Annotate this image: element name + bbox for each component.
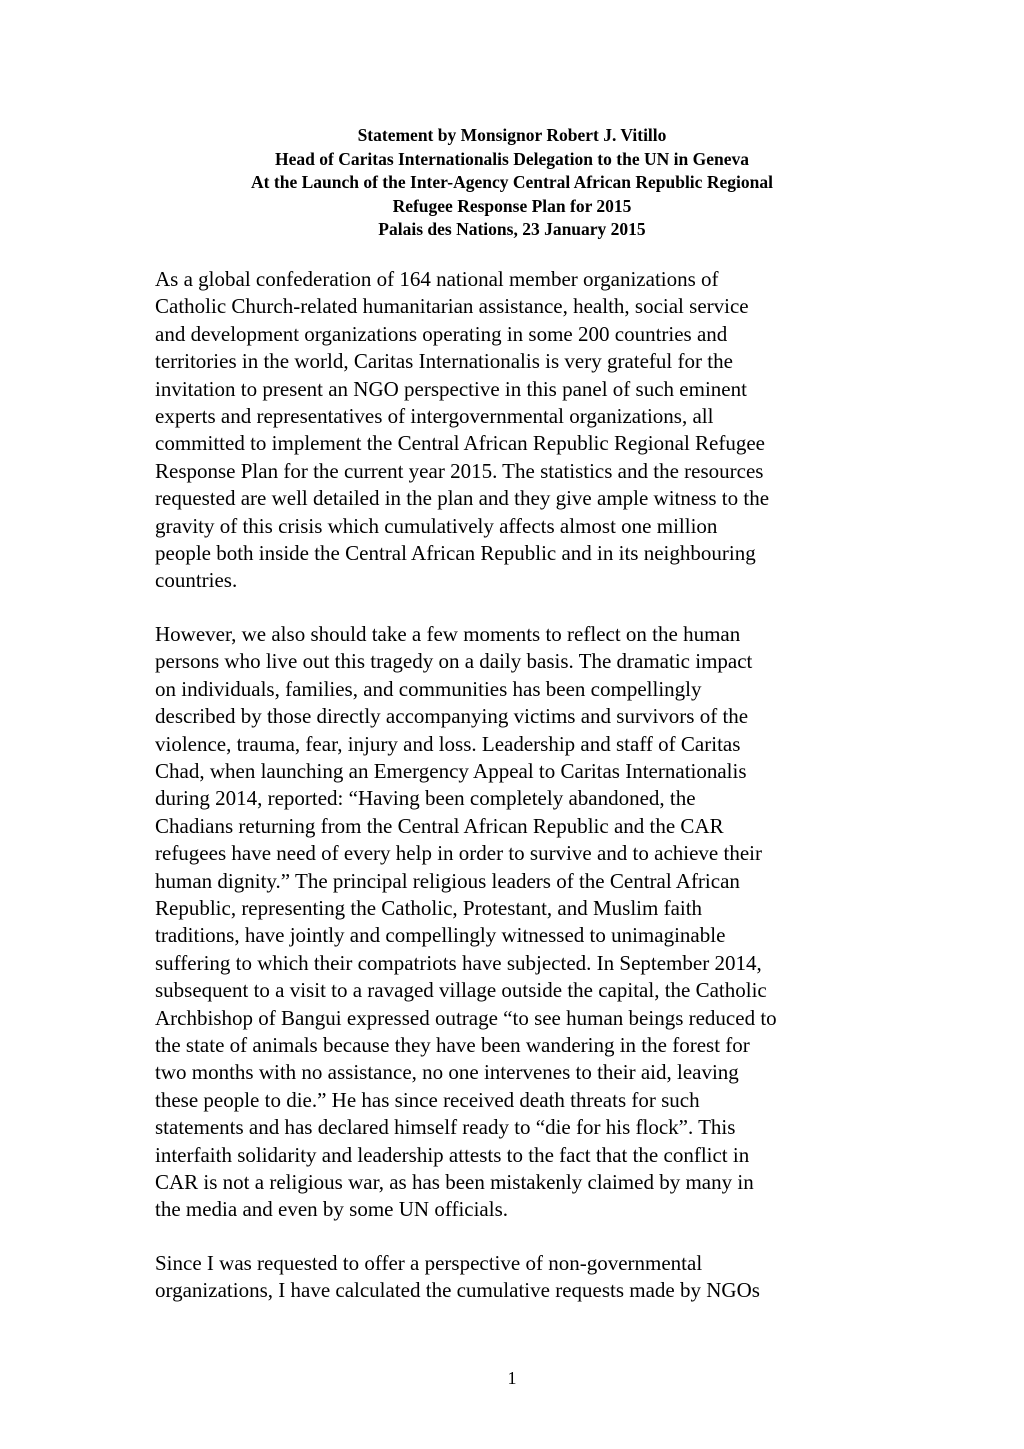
heading-line-place-date: Palais des Nations, 23 January 2015 [378, 219, 646, 239]
text-line: refugees have need of every help in order to survive and to achieve their [155, 841, 762, 866]
text-line: organizations, I have calculated the cumulative requests made by NGOs [155, 1278, 760, 1303]
heading-line-role: Head of Caritas Internationalis Delegation to the UN in Geneva [275, 148, 749, 169]
text-line: violence, trauma, fear, injury and loss. Leadership and staff of Caritas [155, 731, 741, 756]
text-line: on individuals, families, and communities has been compellingly [155, 676, 702, 701]
text-line: Chad, when launching an Emergency Appeal to Caritas Internationalis [155, 758, 747, 783]
text-line: traditions, have jointly and compellingly witnessed to unimaginable [155, 923, 726, 948]
text-line: subsequent to a visit to a ravaged village outside the capital, the Catholic [155, 978, 767, 1003]
text-line: Republic, representing the Catholic, Protestant, and Muslim faith [155, 895, 703, 920]
heading-line-plan: Refugee Response Plan for 2015 [392, 195, 632, 216]
text-line: the state of animals because they have been wandering in the forest for [155, 1032, 750, 1057]
paragraph-human-impact [155, 621, 895, 1224]
text-line: invitation to present an NGO perspective in this panel of such eminent [155, 376, 747, 401]
text-line: during 2014, reported: “Having been completely abandoned, the [155, 786, 696, 811]
paragraph-ngo-perspective [155, 1250, 895, 1305]
text-line: Archbishop of Bangui expressed outrage “to see human beings reduced to [155, 1005, 777, 1030]
text-line: However, we also should take a few moments to reflect on the human [155, 621, 741, 646]
text-line: two months with no assistance, no one intervenes to their aid, leaving [155, 1060, 739, 1085]
page-number: 1 [507, 1368, 517, 1388]
text-line: countries. [155, 568, 238, 593]
statement-body [155, 266, 895, 1331]
text-line: persons who live out this tragedy on a daily basis. The dramatic impact [155, 649, 753, 674]
text-line: Response Plan for the current year 2015. The statistics and the resources [155, 458, 764, 483]
text-line: gravity of this crisis which cumulatively affects almost one million [155, 513, 718, 538]
text-line: statements and has declared himself ready to “die for his flock”. This [155, 1115, 736, 1140]
text-line: CAR is not a religious war, as has been mistakenly claimed by many in [155, 1170, 754, 1194]
heading-line-title: Statement by Monsignor Robert J. Vitillo [357, 125, 667, 145]
text-line: As a global confederation of 164 national member organizations of [155, 267, 719, 291]
heading-line-occasion: At the Launch of the Inter-Agency Central African Republic Regional [251, 172, 773, 192]
text-line: interfaith solidarity and leadership attests to the fact that the conflict in [155, 1142, 750, 1167]
text-line: human dignity.” The principal religious leaders of the Central African [155, 868, 740, 893]
statement-heading [0, 124, 1024, 242]
paragraph-intro [155, 266, 895, 595]
text-line: Catholic Church-related humanitarian assistance, health, social service [155, 294, 749, 319]
text-line: experts and representatives of intergovernmental organizations, all [155, 404, 714, 429]
text-line: the media and even by some UN officials. [155, 1197, 509, 1222]
text-line: requested are well detailed in the plan and they give ample witness to the [155, 486, 770, 511]
text-line: territories in the world, Caritas Internationalis is very grateful for the [155, 349, 733, 374]
text-line: committed to implement the Central African Republic Regional Refugee [155, 431, 765, 456]
text-line: Chadians returning from the Central African Republic and the CAR [155, 813, 724, 838]
text-line: suffering to which their compatriots have subjected. In September 2014, [155, 950, 762, 975]
text-line: described by those directly accompanying victims and survivors of the [155, 704, 749, 729]
text-line: these people to die.” He has since received death threats for such [155, 1087, 700, 1112]
text-line: and development organizations operating in some 200 countries and [155, 321, 728, 346]
text-line: people both inside the Central African Republic and in its neighbouring [155, 541, 756, 566]
text-line: Since I was requested to offer a perspective of non-governmental [155, 1250, 703, 1275]
